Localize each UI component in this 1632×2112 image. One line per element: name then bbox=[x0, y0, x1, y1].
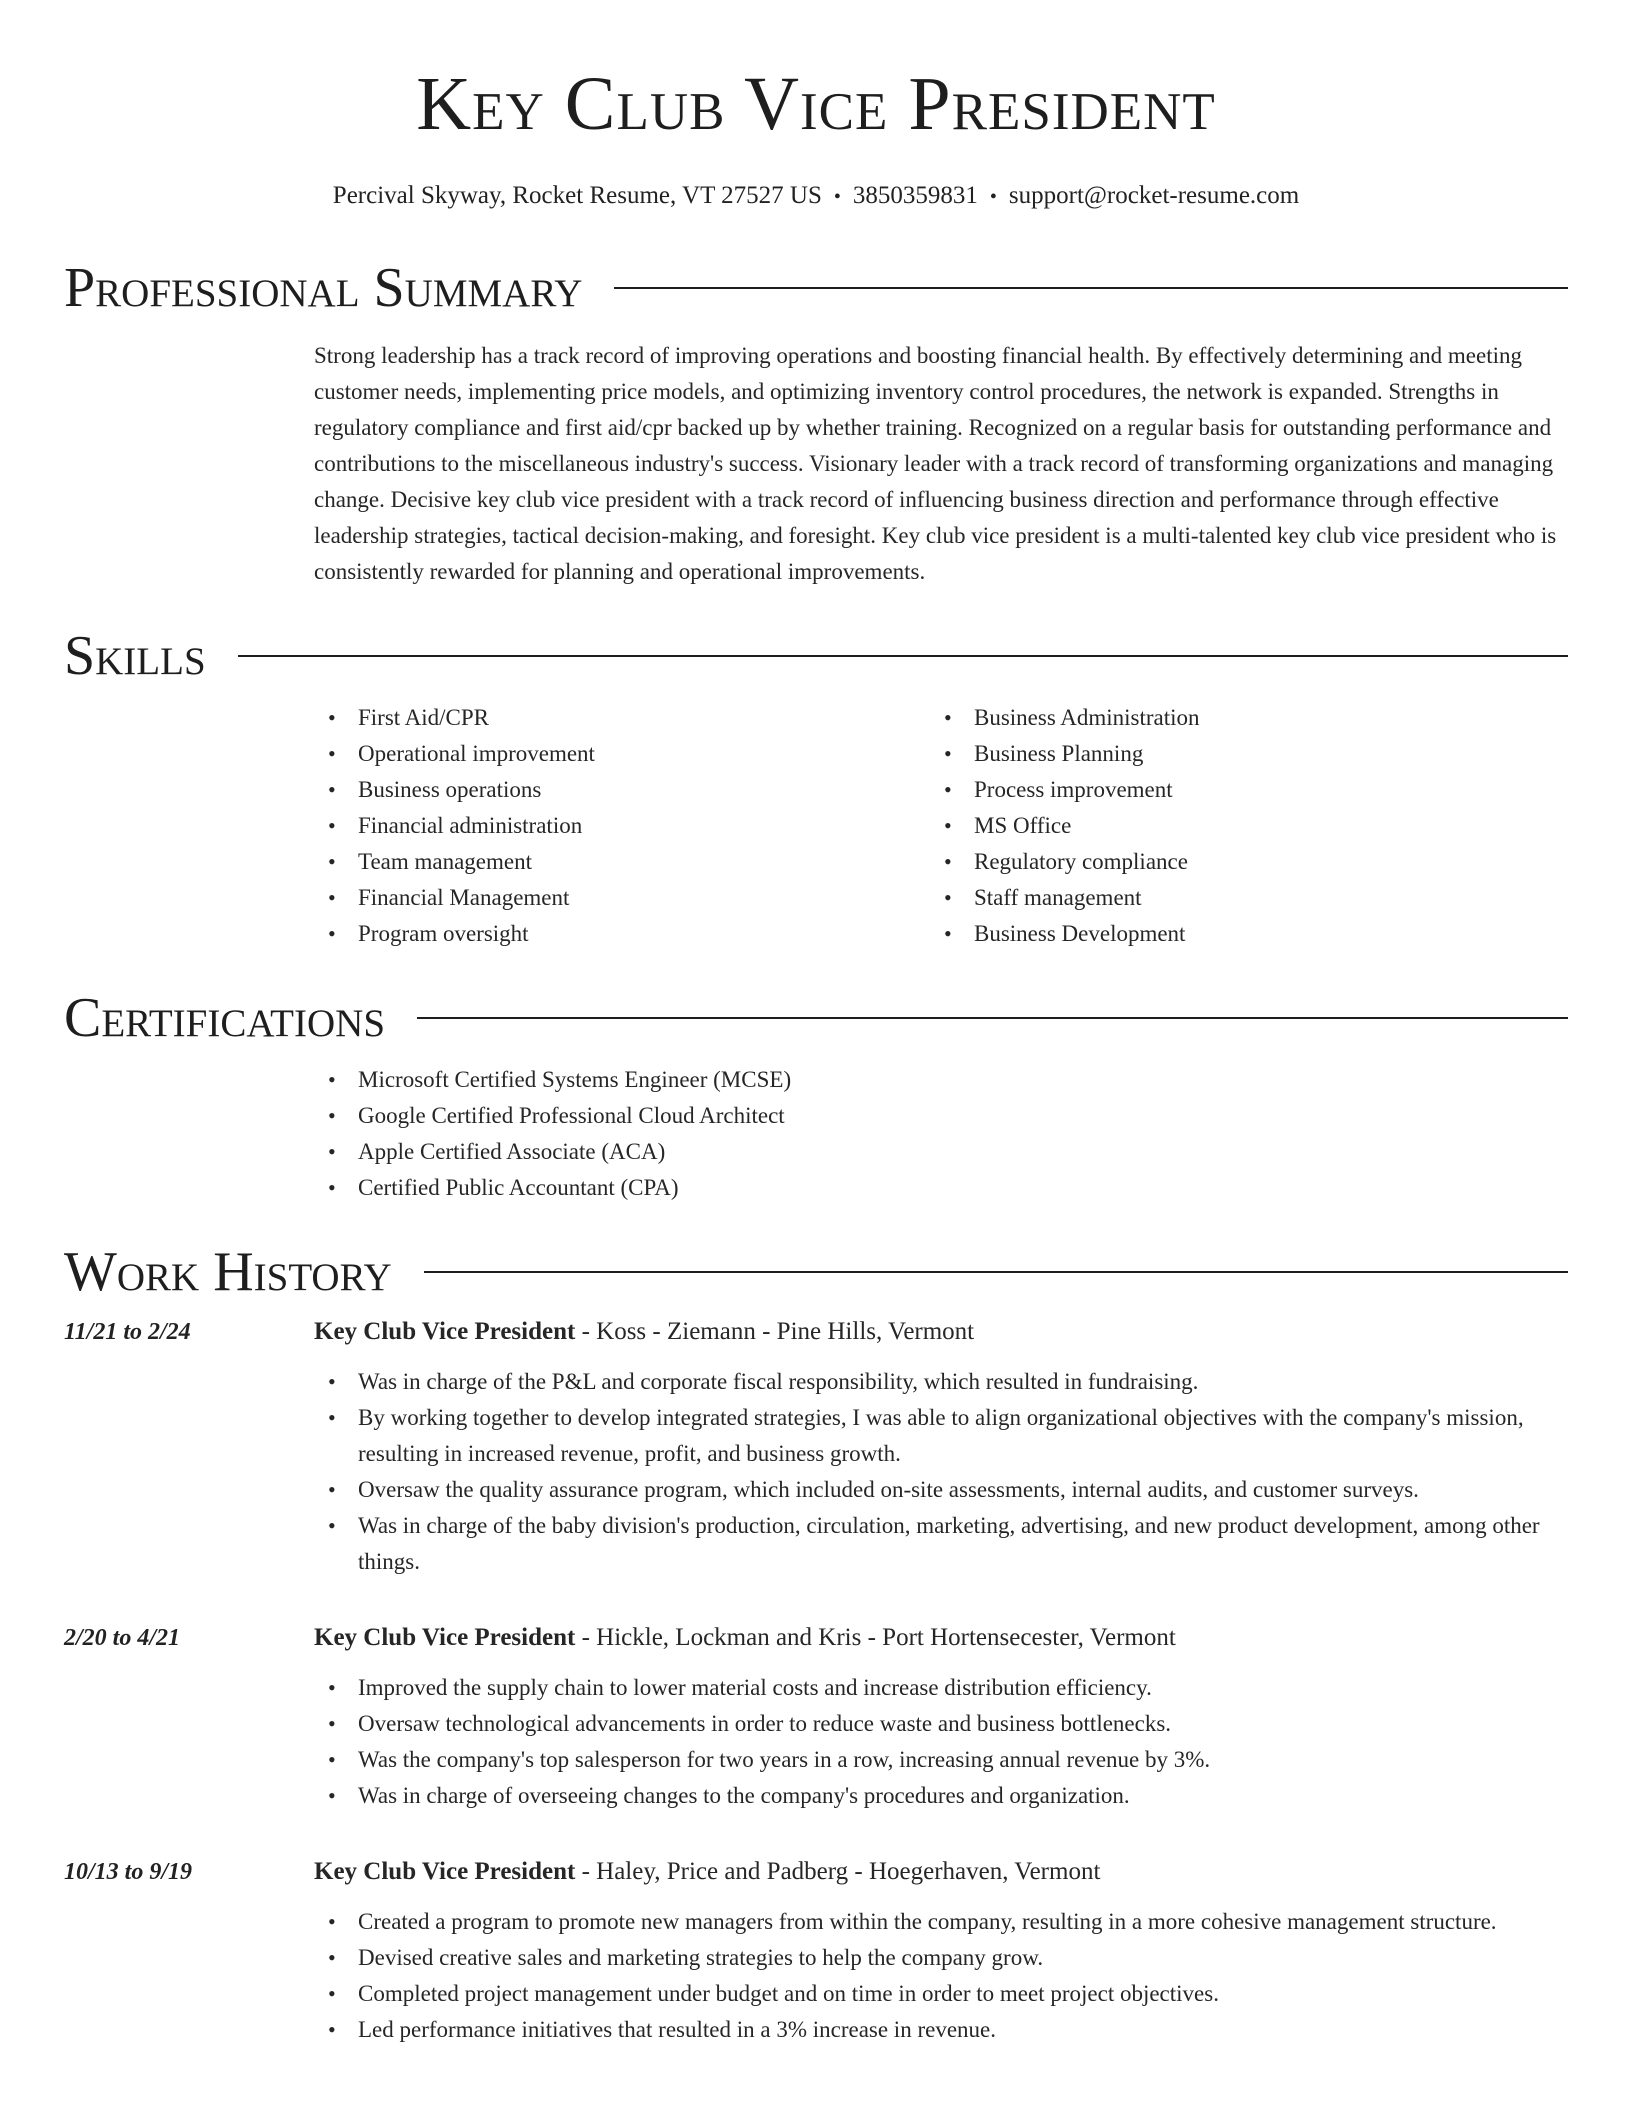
job-bullets bbox=[314, 1670, 1568, 1814]
contact-email: support@rocket-resume.com bbox=[1008, 182, 1300, 209]
section-divider bbox=[238, 655, 1568, 657]
job-bullet: • Led performance initiatives that resulted in a 3% increase in revenue. bbox=[314, 2012, 1568, 2048]
summary-text: Strong leadership has a track record of improving operations and boosting financial health. By effectively determining and meeting customer needs, implementing price models, and optimizing inventory control procedures, the network is expanded. Strengths in regulatory compliance and first aid/cpr backed up by whether training. Recognized on a regular basis for outstanding performance and contributions to the miscellaneous industry's success. Visionary leader with a track record of transforming organizations and managing change. Decisive key club vice president with a track record of influencing business direction and performance through effective leadership strategies, tactical decision-making, and foresight. Key club vice president is a multi-talented key club vice president who is consistently rewarded for planning and operational improvements. bbox=[314, 343, 1557, 584]
job-bullet: • Was the company's top salesperson for two years in a row, increasing annual revenue by 3%. bbox=[314, 1742, 1568, 1778]
job-entry bbox=[64, 1620, 1568, 1814]
job-employer-location: - Hickle, Lockman and Kris - Port Hortensecester, Vermont bbox=[575, 1624, 1176, 1651]
job-employer-location: - Haley, Price and Padberg - Hoegerhaven, Vermont bbox=[575, 1858, 1101, 1885]
skill-item: • Business Planning bbox=[930, 736, 1546, 772]
job-title: Key Club Vice President bbox=[314, 1624, 576, 1651]
skill-item: • Financial Management bbox=[314, 880, 930, 916]
job-bullet: • Devised creative sales and marketing strategies to help the company grow. bbox=[314, 1940, 1568, 1976]
job-entry bbox=[64, 1314, 1568, 1580]
work-section-header bbox=[64, 1241, 1568, 1303]
job-heading bbox=[314, 1620, 1568, 1656]
job-bullets bbox=[314, 1904, 1568, 2048]
job-bullet: • Was in charge of the baby division's production, circulation, marketing, advertising, and new product development, among other things. bbox=[314, 1508, 1568, 1580]
job-heading bbox=[314, 1854, 1568, 1890]
job-bullet: • Created a program to promote new managers from within the company, resulting in a more cohesive management structure. bbox=[314, 1904, 1568, 1940]
skill-item: • Process improvement bbox=[930, 772, 1546, 808]
skill-item: • Team management bbox=[314, 844, 930, 880]
skill-item: • First Aid/CPR bbox=[314, 700, 930, 736]
skill-item: • Business Development bbox=[930, 916, 1546, 952]
job-details bbox=[314, 1314, 1568, 1580]
skill-item: • Financial administration bbox=[314, 808, 930, 844]
skill-item: • Regulatory compliance bbox=[930, 844, 1546, 880]
contact-line bbox=[64, 182, 1568, 210]
job-bullet: • Was in charge of overseeing changes to the company's procedures and organization. bbox=[314, 1778, 1568, 1814]
skills-heading: Skills bbox=[64, 625, 206, 687]
job-title: Key Club Vice President bbox=[314, 1858, 576, 1885]
work-heading: Work History bbox=[64, 1241, 392, 1303]
certification-item: • Microsoft Certified Systems Engineer (MCSE) bbox=[314, 1062, 1568, 1098]
skills-column-left bbox=[314, 700, 930, 952]
certifications-section-header bbox=[64, 987, 1568, 1049]
certifications-heading: Certifications bbox=[64, 987, 386, 1049]
job-details bbox=[314, 1620, 1568, 1814]
job-bullet: • Oversaw technological advancements in order to reduce waste and business bottlenecks. bbox=[314, 1706, 1568, 1742]
skill-item: • Business Administration bbox=[930, 700, 1546, 736]
section-divider bbox=[424, 1271, 1568, 1273]
job-bullet: • Improved the supply chain to lower material costs and increase distribution efficiency. bbox=[314, 1670, 1568, 1706]
certification-item: • Apple Certified Associate (ACA) bbox=[314, 1134, 1568, 1170]
skills-section-header bbox=[64, 625, 1568, 687]
skill-item: • Operational improvement bbox=[314, 736, 930, 772]
job-entry bbox=[64, 1854, 1568, 2048]
skill-item: • Program oversight bbox=[314, 916, 930, 952]
job-bullet: • Completed project management under budget and on time in order to meet project objectives. bbox=[314, 1976, 1568, 2012]
certification-item: • Certified Public Accountant (CPA) bbox=[314, 1170, 1568, 1206]
skills-column-right bbox=[930, 700, 1546, 952]
job-bullets bbox=[314, 1364, 1568, 1580]
section-divider bbox=[417, 1017, 1568, 1019]
skill-item: • Staff management bbox=[930, 880, 1546, 916]
contact-address: Percival Skyway, Rocket Resume, VT 27527 US bbox=[332, 182, 822, 209]
job-bullet: • Was in charge of the P&L and corporate fiscal responsibility, which resulted in fundraising. bbox=[314, 1364, 1568, 1400]
job-bullet: • By working together to develop integrated strategies, I was able to align organizational objectives with the company's mission, resulting in increased revenue, profit, and business growth. bbox=[314, 1400, 1568, 1472]
work-history-list bbox=[64, 1314, 1568, 2048]
resume-name: Key Club Vice President bbox=[416, 62, 1216, 146]
certifications-list bbox=[314, 1062, 1568, 1206]
contact-separator: • bbox=[989, 186, 997, 208]
job-bullet: • Oversaw the quality assurance program, which included on-site assessments, internal audits, and customer surveys. bbox=[314, 1472, 1568, 1508]
skill-item: • Business operations bbox=[314, 772, 930, 808]
certifications-items bbox=[314, 1062, 1568, 1206]
section-divider bbox=[614, 287, 1568, 289]
skills-list bbox=[314, 700, 1568, 952]
job-dates: 2/20 to 4/21 bbox=[64, 1625, 181, 1651]
contact-phone: 3850359831 bbox=[852, 182, 978, 209]
job-heading bbox=[314, 1314, 1568, 1350]
job-title: Key Club Vice President bbox=[314, 1318, 576, 1345]
skill-item: • MS Office bbox=[930, 808, 1546, 844]
summary-section-header bbox=[64, 257, 1568, 319]
contact-separator: • bbox=[833, 186, 841, 208]
job-employer-location: - Koss - Ziemann - Pine Hills, Vermont bbox=[575, 1318, 975, 1345]
job-dates: 10/13 to 9/19 bbox=[64, 1859, 193, 1885]
job-details bbox=[314, 1854, 1568, 2048]
summary-heading: Professional Summary bbox=[64, 257, 583, 319]
job-dates: 11/21 to 2/24 bbox=[64, 1319, 191, 1345]
certification-item: • Google Certified Professional Cloud Architect bbox=[314, 1098, 1568, 1134]
